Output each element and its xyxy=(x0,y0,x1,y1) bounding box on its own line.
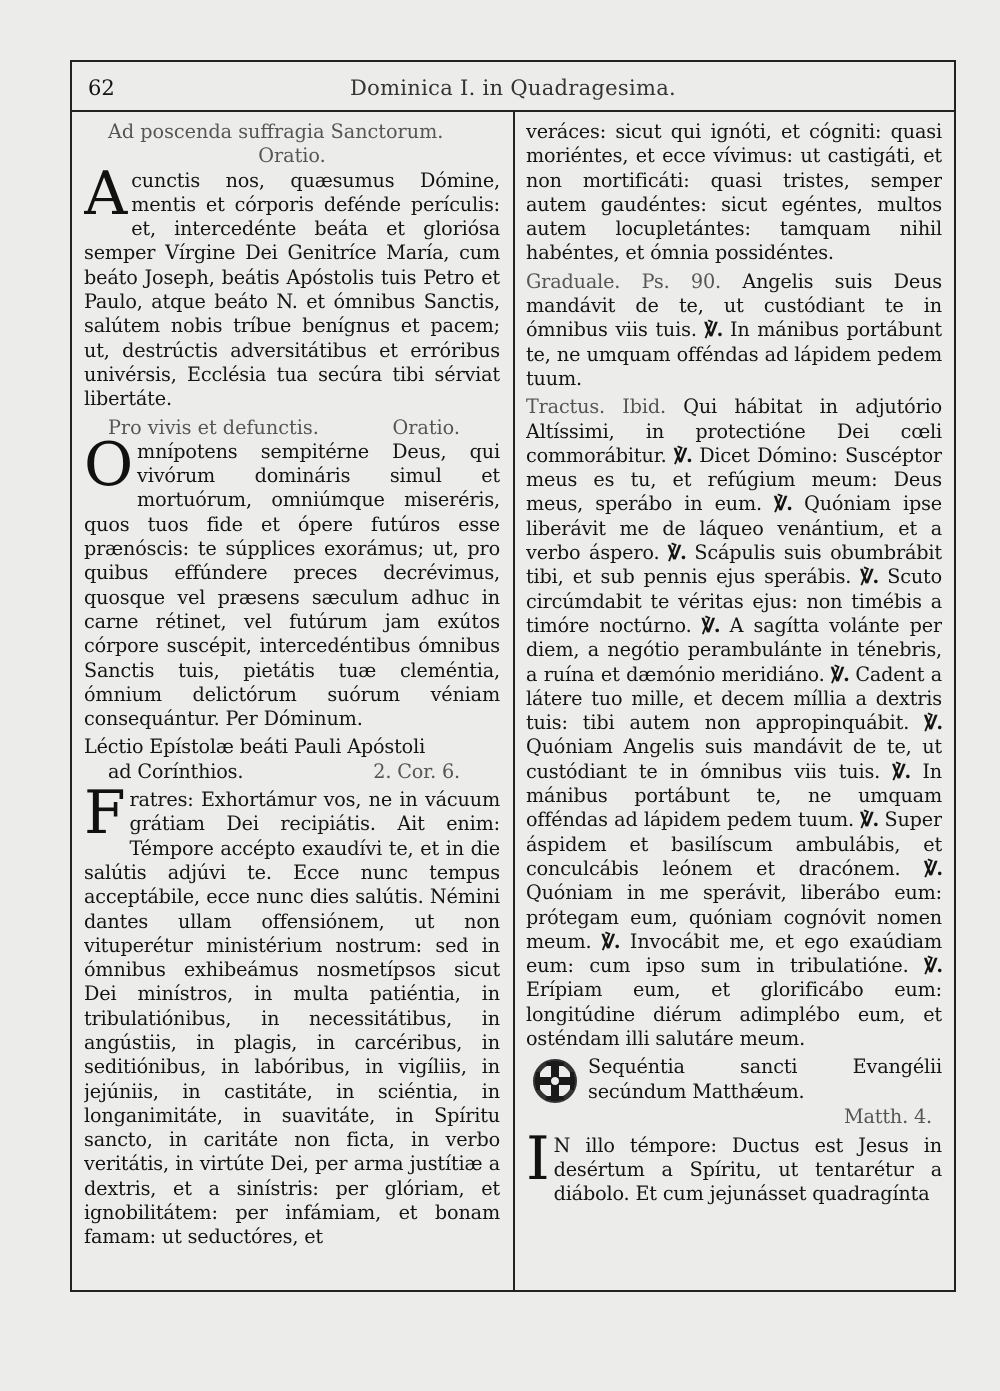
oratio-heading: Oratio. xyxy=(258,144,326,168)
drop-capital: A xyxy=(84,158,128,229)
versicle-icon: ℣. xyxy=(704,318,723,342)
versicle-icon: ℣. xyxy=(831,662,849,686)
tractus-verse: Quóniam Angelis suis mandávit de te, ut custódiant te in ómnibus viis tuis. xyxy=(526,735,942,783)
tractus-verse: Invocábit me, et ego exaúdiam eum: cum ipso sum in tribulatióne. xyxy=(526,929,942,978)
lectio-subheading xyxy=(84,760,500,784)
oratio-label: Oratio. xyxy=(392,415,460,439)
tractus-verse: In mánibus portábunt te, ne umquam offéndas ad lápidem pedem tuum. xyxy=(526,759,942,832)
versicle-icon: ℣. xyxy=(860,808,879,832)
gospel-heading-line2 xyxy=(526,1105,942,1129)
versicle-icon: ℣. xyxy=(673,443,692,467)
drop-capital: O xyxy=(84,429,134,500)
versicle-icon: ℣. xyxy=(924,711,942,735)
prayer-text: mnípotens sempitérne Deus, qui vivórum domináris simul et mortuórum, omniúmque miseréris, quos tuos fide et ópere futúros esse prænóscis: te súpplices exorámus; ut, pro quibus effúndere preces decrévimus, quosque vel præsens sæculum adhuc in carne rétinet, vel futúrum jam exútos córpore suscépit, intercedéntibus ómnibus Sanctis tuis, pietátis tuæ cleméntia, ómnium delictórum suórum véniam consequántur. Per Dóminum. xyxy=(84,439,500,731)
tractus-verse: Qui hábitat in adjutório Altíssimi, in protectióne Dei cœli commorábitur. xyxy=(526,395,942,467)
versicle-icon: ℣. xyxy=(668,541,686,565)
tractus-verse: A sagítta volánte per diem, a negótio perambulánte in ténebris, a ruína et dæmónio meridiáno. xyxy=(526,613,942,686)
suffragia-heading: Ad poscenda suffragia Sanctorum. xyxy=(108,120,444,143)
gospel-heading-line1: Sequéntia sancti Evangélii secúndum Matthǽum. xyxy=(588,1055,942,1103)
tractus-verse: Scuto circúmdabit te véritas ejus: non timébis a timóre noctúrno. xyxy=(526,565,942,637)
versicle-icon: ℣. xyxy=(892,759,911,783)
right-column xyxy=(526,120,942,1286)
versicle-icon: ℣. xyxy=(774,492,792,516)
cross-ornament-icon xyxy=(526,1055,584,1107)
versicle-icon: ℣. xyxy=(924,856,942,880)
epistle-continued: veráces: sicut qui ignóti, et cógniti: quasi moriéntes, et ecce vívimus: ut castigáti, et non mortificáti: quasi tristes, semper autem gaudéntes: sicut egéntes, multos autem locupletántes: tamquam nihil habéntes, et ómnia possidéntes. xyxy=(526,120,942,265)
running-title: Dominica I. in Quadragesima. xyxy=(349,76,676,100)
gospel-heading xyxy=(526,1055,942,1107)
page-number: 62 xyxy=(88,76,115,100)
tractus-verse: Scápulis suis obumbrábit tibi, et sub pennis ejus sperábis. xyxy=(526,541,942,589)
epistle-text xyxy=(84,778,500,1250)
versicle-icon: ℣. xyxy=(924,954,942,978)
pro-vivis-label: Pro vivis et defunctis. xyxy=(108,415,319,439)
gospel-text xyxy=(526,1123,942,1207)
left-column xyxy=(84,120,500,1286)
tractus-verse: Quóniam ipse liberávit me de láqueo venántium, et a verbo áspero. xyxy=(526,492,942,565)
column-divider xyxy=(513,112,515,1290)
pro-vivis-heading xyxy=(84,416,500,440)
gospel-reference: Matth. 4. xyxy=(843,1105,932,1129)
tractus-verse: Quóniam in me sperávit, liberábo eum: prótegam eum, quóniam cognóvit nomen meum. xyxy=(526,881,942,953)
prayer-text: cunctis nos, quæsumus Dómine, mentis et córporis defénde perículis: et, intercedénte beáta et gloriósa semper Vírgine Dei Genitríce María, cum beáto Joseph, beátis Apóstolis tuis Petro et Paulo, atque beáto N. et ómnibus Sanctis, salútem nobis tríbue benígnus et pacem; ut, destrúctis adversitátibus et erróribus univérsis, Ecclésia tua secúra tibi sérviat libertáte. xyxy=(84,168,500,411)
tractus-verse: Dicet Dómino: Suscéptor meus es tu, et refúgium meum: Deus meus, sperábo in eum. xyxy=(526,443,942,516)
versicle-icon: ℣. xyxy=(701,613,720,637)
lectio-sub: ad Corínthios. xyxy=(108,759,244,783)
versicle-icon: ℣. xyxy=(601,929,620,953)
prayer-pro-vivis xyxy=(84,429,500,732)
tractus-verse: Super áspidem et basilíscum ambulábis, et conculcábis leónem et dracónem. xyxy=(526,808,942,880)
drop-capital: F xyxy=(84,778,126,849)
running-header xyxy=(72,62,954,112)
tractus-label: Tractus. Ibid. xyxy=(526,395,666,419)
epistle-body: ratres: Exhortámur vos, ne in vácuum grátiam Dei recipiátis. Ait enim: Témpore accépto exaudívi te, et in die salútis adjúvi te. Ecce nunc tempus acceptábile, ecce nunc dies salútis. Némini dantes ullam offensiónem, ut non vituperétur ministérium nostrum: sed in ómnibus exhibeámus nosmetípsos sicut Dei minístros, in multa patiéntia, in tribulatiónibus, in necessitátibus, in angústiis, in plagis, in carcéribus, in seditiónibus, in labóribus, in vigíliis, in jejúniis, in castitáte, in sciéntia, in longanimitáte, in suavitáte, in Spíritu sancto, in caritáte non ficta, in verbo veritátis, in virtúte Dei, per arma justítiæ a dextris, et a sinístris: per glóriam, et ignobilitátem: per infámiam, et bonam famam: ut seductóres, et xyxy=(84,788,500,1249)
graduale xyxy=(526,270,942,391)
gospel-body: N illo témpore: Ductus est Jesus in desértum a Spíritu, ut tentarétur a diábolo. Et cum jejunásset quadragínta xyxy=(553,1133,942,1206)
graduale-label: Graduale. Ps. 90. xyxy=(526,269,721,293)
drop-capital: I xyxy=(526,1123,550,1194)
lectio-heading: Léctio Epístolæ beáti Pauli Apóstoli xyxy=(84,735,426,759)
prayer-suffragia xyxy=(84,158,500,412)
tractus-verse: Cadent a látere tuo mille, et decem míllia a dextris tuis: tibi autem non appropinquábit. xyxy=(526,662,942,735)
lectio-reference: 2. Cor. 6. xyxy=(373,759,460,783)
graduale-verse: Angelis suis Deus mandávit de te, ut custódiant te in ómnibus viis tuis. xyxy=(526,269,942,342)
graduale-verse: In mánibus portábunt te, ne umquam offéndas ad lápidem pedem tuum. xyxy=(526,318,942,390)
versicle-icon: ℣. xyxy=(860,565,879,589)
tractus-verse: Erípiam eum, et glorificábo eum: longitúdine diérum adimplébo eum, et osténdam illi salutáre meum. xyxy=(526,978,942,1050)
page-frame xyxy=(70,60,956,1292)
tractus xyxy=(526,395,942,1051)
